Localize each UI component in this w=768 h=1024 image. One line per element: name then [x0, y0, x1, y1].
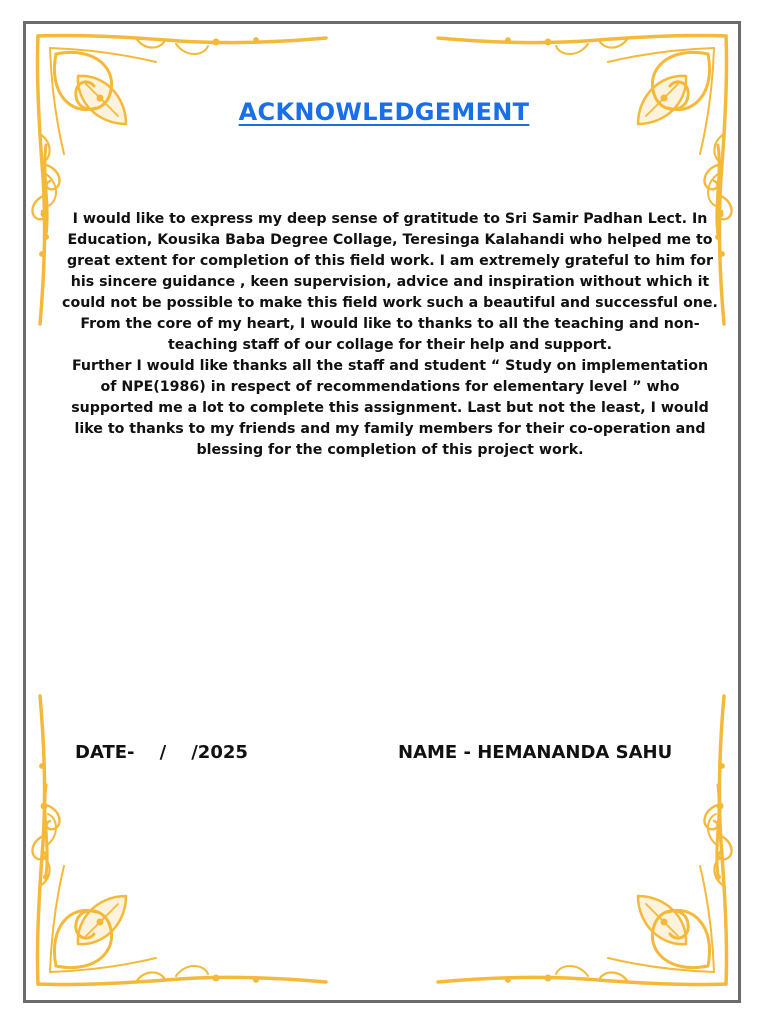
acknowledgement-body: [62, 209, 718, 461]
corner-ornament-icon: [26, 676, 346, 996]
paragraph: I would like to express my deep sense of gratitude to Sri Samir Padhan Lect. In Education, Kousika Baba Degree Collage, Teresinga Kalahandi who helped me to great extent for completion of this field work. I am extremely grateful to him for his sincere guidance , keen supervision, advice and inspiration without which it could not be possible to make this field work such a beautiful and successful one. From the core of my heart, I would like to thanks to all the teaching and non-teaching staff of our collage for their help and support.: [62, 211, 718, 353]
side-flourish-icon: [698, 780, 738, 890]
paragraph: Further I would like thanks all the staff and student “ Study on implementation of NPE(1986) in respect of recommendations for elementary level ” who supported me a lot to complete this assignment. Last but not the least, I would like to thanks to my friends and my family members for their co-operation and blessing for the completion of this project work.: [71, 358, 709, 458]
page-title: ACKNOWLEDGEMENT: [238, 98, 530, 126]
name-line: NAME - HEMANANDA SAHU: [398, 742, 673, 763]
date-line: DATE- / /2025: [75, 742, 248, 763]
corner-ornament-icon: [418, 676, 738, 996]
side-flourish-icon: [26, 780, 66, 890]
side-flourish-icon: [26, 140, 66, 250]
